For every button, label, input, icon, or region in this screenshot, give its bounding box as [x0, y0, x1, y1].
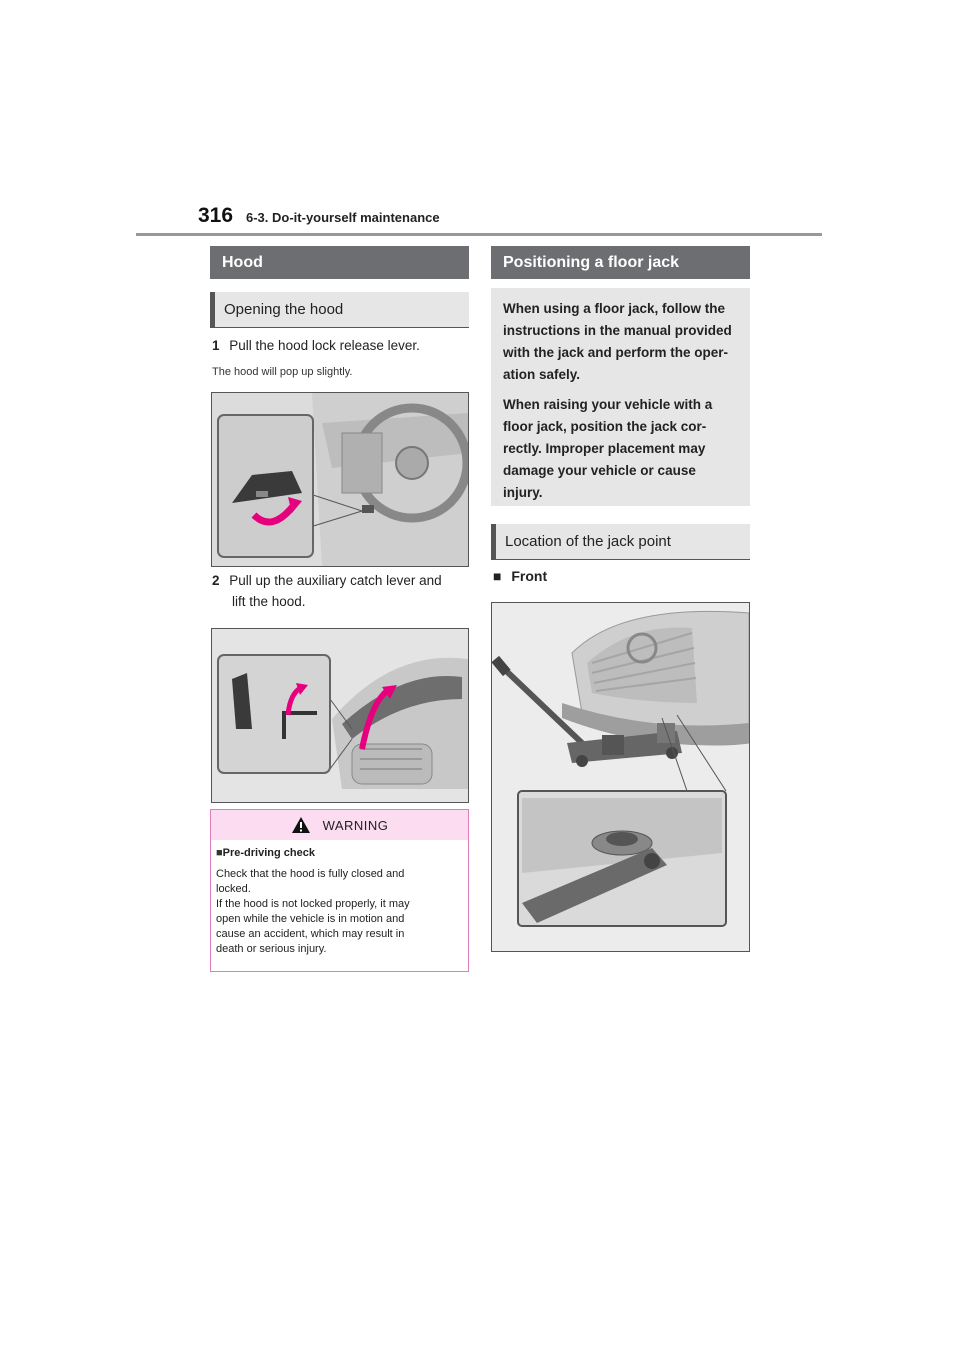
step-1-note: The hood will pop up slightly.	[212, 366, 353, 378]
warning-title: WARNING	[322, 817, 389, 833]
warning-body	[211, 840, 468, 963]
floor-jack-info-box	[491, 288, 750, 506]
step-2-text-line2: lift the hood.	[232, 594, 306, 609]
warning-box	[210, 809, 469, 972]
floor-jack-illustration	[492, 603, 749, 951]
warning-bullet: ■	[216, 847, 223, 859]
hood-release-lever-figure	[211, 392, 469, 567]
step-2	[212, 570, 472, 612]
page-number: 316	[198, 204, 234, 227]
warning-line-4: open while the vehicle is in motion and	[216, 913, 405, 925]
front-label-line	[493, 568, 547, 584]
info-p2-line2: floor jack, position the jack cor-	[503, 419, 707, 434]
step-1	[212, 335, 420, 356]
warning-line-5: cause an accident, which may result in	[216, 928, 405, 940]
info-p1-line2: instructions in the manual provided	[503, 323, 732, 338]
warning-subtitle-line	[216, 846, 463, 861]
floor-jack-band-heading: Positioning a floor jack	[491, 246, 750, 279]
info-paragraph-1	[503, 298, 738, 386]
info-p1-line4: ation safely.	[503, 367, 581, 382]
jack-point-subheading: Location of the jack point	[491, 524, 750, 560]
step-2-number: 2	[212, 573, 220, 588]
hood-band-heading: Hood	[210, 246, 469, 279]
auxiliary-catch-figure	[211, 628, 469, 803]
warning-line-6: death or serious injury.	[216, 943, 327, 955]
warning-line-3: If the hood is not locked properly, it may	[216, 898, 410, 910]
opening-hood-subheading: Opening the hood	[210, 292, 469, 328]
info-p2-line1: When raising your vehicle with a	[503, 397, 713, 412]
info-p1-line3: with the jack and perform the oper-	[503, 345, 729, 360]
jack-point-figure	[491, 602, 750, 952]
info-p2-line4: damage your vehicle or cause	[503, 463, 696, 478]
header-rule	[136, 233, 822, 236]
step-1-number: 1	[212, 338, 220, 353]
warning-triangle-icon	[291, 816, 311, 834]
step-2-text-line1: Pull up the auxiliary catch lever and	[229, 573, 442, 588]
section-title: 6-3. Do-it-yourself maintenance	[246, 210, 440, 225]
step-1-text: Pull the hood lock release lever.	[229, 338, 420, 353]
front-label: Front	[511, 568, 548, 584]
front-bullet: ■	[493, 568, 502, 584]
warning-header	[211, 810, 468, 840]
warning-subtitle: Pre-driving check	[222, 847, 315, 859]
info-p2-line3: rectly. Improper placement may	[503, 441, 706, 456]
info-p1-line1: When using a floor jack, follow the	[503, 301, 726, 316]
warning-line-1: Check that the hood is fully closed and	[216, 868, 405, 880]
hood-lift-illustration	[212, 629, 468, 802]
info-paragraph-2	[503, 394, 738, 504]
warning-line-2: locked.	[216, 883, 251, 895]
info-p2-line5: injury.	[503, 485, 543, 500]
dashboard-illustration	[212, 393, 468, 566]
